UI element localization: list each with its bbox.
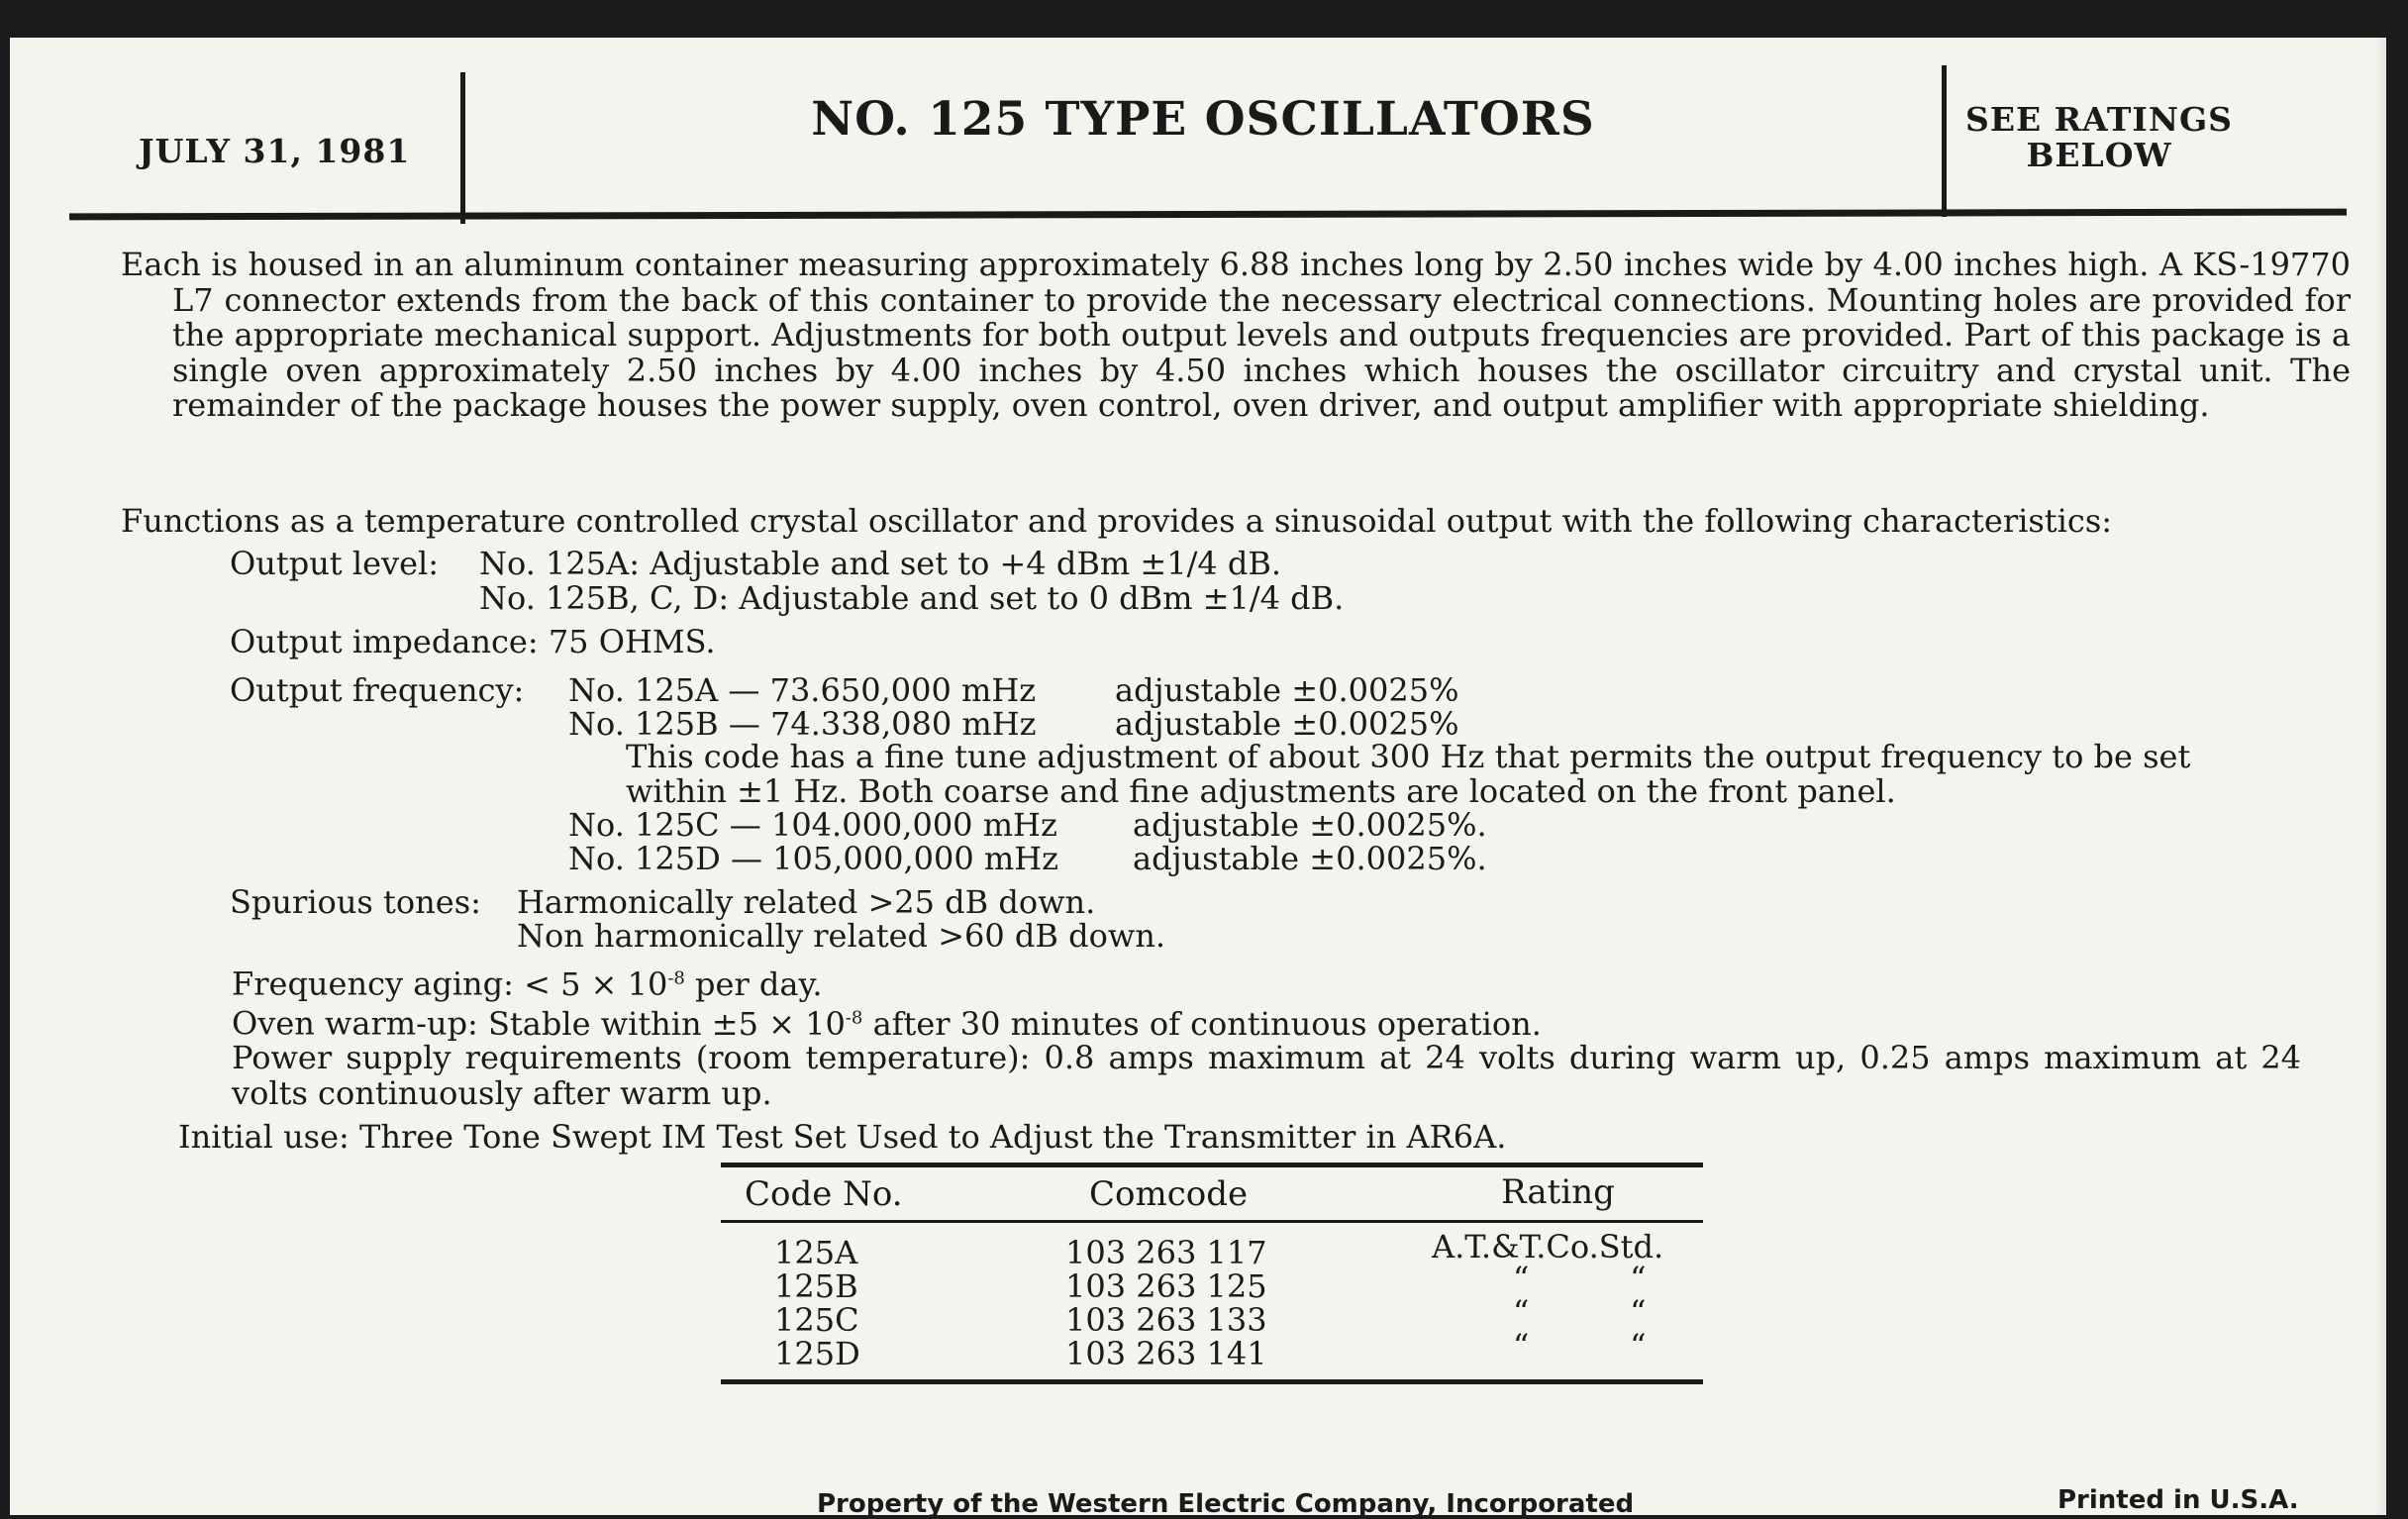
frequency-aging-value: < $5 \times 10^{-8}$ per day. (524, 964, 823, 1003)
frequency-aging-label: Frequency aging: (232, 964, 514, 1003)
footer-property: Property of the Western Electric Company, Incorporated (817, 1489, 1635, 1519)
table-row-4-rating: “ “ (1513, 1327, 1647, 1365)
power-supply-requirements: Power supply requirements (room temperature): 0.8 amps maximum at 24 volts during warm up, 0.25 amps maximum at 24 volts continuously after warm up. (232, 1039, 2301, 1112)
freq-125c-code: No. 125C — 104.000,000 mHz (568, 806, 1057, 844)
freq-125c-adj: adjustable ±0.0025%. (1133, 806, 1487, 844)
freq-125a-code: No. 125A — 73.650,000 mHz (568, 671, 1037, 709)
table-row-3-code: 125C (774, 1301, 859, 1339)
fine-tune-note-line-2: within ±1 Hz. Both coarse and fine adjustments are located on the front panel. (626, 772, 1896, 810)
data-sheet-card (10, 38, 2386, 1519)
output-level-125bcd: No. 125B, C, D: Adjustable and set to 0 dBm ±1/4 dB. (479, 579, 1345, 617)
card-edge (2374, 38, 2386, 1515)
table-header-comcode: Comcode (1089, 1174, 1249, 1214)
freq-125b-code: No. 125B — 74.338,080 mHz (568, 705, 1037, 743)
table-top-rule (721, 1163, 1703, 1167)
ratings-note-line-2: BELOW (2026, 136, 2172, 174)
table-row-3-comcode: 103 263 133 (1065, 1301, 1267, 1339)
ratings-note-line-1: SEE RATINGS (1964, 100, 2234, 139)
fine-tune-note-line-1: This code has a fine tune adjustment of about 300 Hz that permits the output frequency to be set (626, 738, 2191, 775)
functions-line: Functions as a temperature controlled crystal oscillator and provides a sinusoidal output with the following characteristics: (121, 502, 2113, 540)
table-row-1-comcode: 103 263 117 (1065, 1234, 1267, 1271)
output-level-125a: No. 125A: Adjustable and set to +4 dBm ±1/4 dB. (479, 545, 1282, 582)
table-header-rating: Rating (1501, 1172, 1615, 1212)
oven-warmup-label: Oven warm-up: (232, 1004, 478, 1043)
table-row-2-rating: “ “ (1513, 1260, 1647, 1297)
table-row-1-rating: A.T.&T.Co.Std. (1432, 1228, 1664, 1266)
freq-125b-adj: adjustable ±0.0025% (1115, 705, 1459, 743)
spurious-harmonic: Harmonically related >25 dB down. (517, 883, 1096, 921)
frequency-aging (232, 961, 822, 1002)
table-header-rule (721, 1220, 1703, 1223)
page-title: NO. 125 TYPE OSCILLATORS (811, 92, 1595, 147)
table-row-2-comcode: 103 263 125 (1065, 1267, 1267, 1305)
header-divider-right (1942, 65, 1947, 217)
table-row-4-code: 125D (774, 1335, 860, 1372)
table-row-2-code: 125B (774, 1267, 858, 1305)
oven-warmup (232, 1000, 1542, 1042)
ratings-note (1960, 102, 2238, 173)
output-frequency-label: Output frequency: (230, 671, 525, 709)
table-bottom-rule (721, 1379, 1703, 1384)
freq-125d-code: No. 125D — 105,000,000 mHz (568, 840, 1058, 877)
table-header-code: Code No. (745, 1174, 903, 1214)
output-level-label: Output level: (230, 545, 440, 582)
footer-printed: Printed in U.S.A. (2057, 1485, 2299, 1515)
issue-date: JULY 31, 1981 (139, 132, 411, 170)
table-row-1-code: 125A (774, 1234, 858, 1271)
oven-warmup-value: Stable within $\pm 5 \times 10^{-8}$ after 30 minutes of continuous operation. (488, 1004, 1542, 1043)
output-impedance: Output impedance: 75 OHMS. (230, 623, 716, 660)
description-paragraph: Each is housed in an aluminum container measuring approximately 6.88 inches long by 2.50 inches wide by 4.00 inches high. A KS-19770 L7 connector extends from the back of this container to provide the necessary electrical connections. Mounting holes are provided for the appropriate mechanical support. Adjustments for both output levels and outputs frequencies are provided. Part of this package is a single oven approximately 2.50 inches by 4.00 inches by 4.50 inches which houses the oscillator circuitry and crystal unit. The remainder of the package houses the power supply, oven control, oven driver, and output amplifier with appropriate shielding. (121, 246, 2351, 425)
spurious-nonharmonic: Non harmonically related >60 dB down. (517, 917, 1165, 955)
spurious-label: Spurious tones: (230, 883, 481, 921)
header-rule (69, 209, 2347, 221)
freq-125d-adj: adjustable ±0.0025%. (1133, 840, 1487, 877)
freq-125a-adj: adjustable ±0.0025% (1115, 671, 1459, 709)
header-divider-left (460, 72, 465, 224)
initial-use: Initial use: Three Tone Swept IM Test Set Used to Adjust the Transmitter in AR6A. (178, 1118, 1507, 1156)
table-row-4-comcode: 103 263 141 (1065, 1335, 1267, 1372)
table-row-3-rating: “ “ (1513, 1293, 1647, 1331)
